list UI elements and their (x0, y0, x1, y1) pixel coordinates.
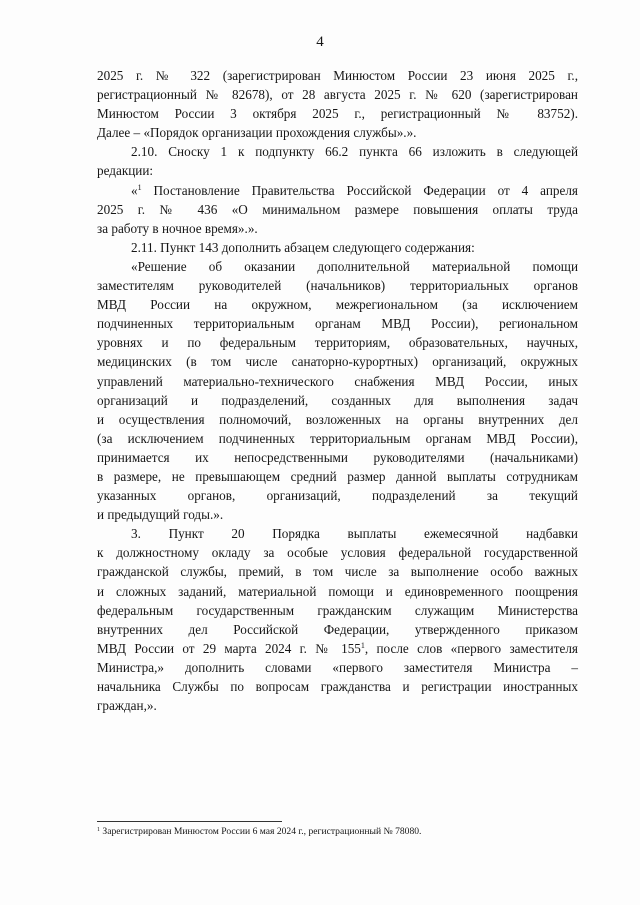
line-text: указанных органов, организаций, подразделений за текущий (97, 488, 578, 504)
text-line (97, 142, 578, 161)
text-line (97, 467, 578, 486)
text-line (97, 696, 578, 715)
text-line (97, 448, 578, 467)
line-text: уровнях и по федеральным территориям, образовательных, научных, (97, 335, 578, 351)
line-text: заместителям руководителей (начальников) территориальных органов (97, 278, 578, 294)
text-line (97, 66, 578, 85)
text-line (97, 257, 578, 276)
line-text: подчиненных территориальным органам МВД России), региональном (97, 316, 578, 332)
line-text: Министра,» дополнить словами «первого заместителя Министра – (97, 659, 578, 675)
text-line (97, 391, 578, 410)
line-text-continued: , после слов «первого заместителя (364, 640, 578, 656)
line-text: принимается их непосредственными руководителями (начальниками) (97, 449, 578, 465)
text-line (97, 429, 578, 448)
line-text: Далее – «Порядок организации прохождения службы».». (97, 125, 417, 141)
line-text: МВД России от 29 марта 2024 г. № 155 (97, 640, 361, 656)
line-text: медицинских (в том числе санаторно-курортных) организаций, окружных (97, 354, 578, 370)
line-text: организаций и подразделений, созданных для выполнения задач (97, 392, 578, 408)
text-line (97, 161, 578, 180)
text-line (97, 524, 578, 543)
text-line (97, 276, 578, 295)
line-text: гражданской службы, премий, в том числе за выполнение особо важных (97, 564, 578, 580)
line-text: редакции: (97, 163, 154, 179)
line-text: МВД России на окружном, межрегиональном (за исключением (97, 297, 578, 313)
line-text: федеральным государственным гражданским служащим Министерства (97, 602, 578, 618)
footnote-reference: 1 (360, 640, 365, 650)
footnote-divider (97, 821, 282, 822)
line-text: начальника Службы по вопросам гражданства и регистрации иностранных (97, 679, 578, 694)
text-line (97, 219, 578, 238)
line-text: Минюстом России 3 октября 2025 г., регистрационный № 83752). (97, 106, 578, 122)
text-line (97, 314, 578, 333)
line-text: в размере, не превышающем средний размер данной выплаты сотрудникам (97, 468, 578, 484)
footnote-marker: 1 (97, 827, 100, 833)
line-text: внутренних дел Российской Федерации, утвержденного приказом (97, 621, 578, 637)
line-text: регистрационный № 82678), от 28 августа 2025 г. № 620 (зарегистрирован (97, 87, 578, 103)
line-text: и осуществления полномочий, возложенных на органы внутренних дел (97, 411, 578, 427)
page-number: 4 (316, 34, 324, 50)
line-text: 2025 г. № 436 «О минимальном размере повышения оплаты труда (97, 201, 578, 217)
text-line (97, 543, 578, 562)
text-line (97, 181, 578, 200)
text-line (97, 677, 578, 696)
line-text: к должностному окладу за особые условия федеральной государственной (97, 545, 578, 561)
text-line (97, 410, 578, 429)
text-line (97, 658, 578, 677)
line-text: (за исключением подчиненных территориальным органам МВД России), (97, 430, 578, 446)
text-line (97, 295, 578, 314)
line-text-continued: Постановление Правительства Российской Федерации от 4 апреля (141, 182, 578, 198)
line-text: « (131, 182, 138, 198)
text-line (97, 123, 578, 142)
text-line (97, 238, 578, 257)
line-text: 2.11. Пункт 143 дополнить абзацем следующего содержания: (131, 239, 475, 255)
line-text: 2.10. Сноску 1 к подпункту 66.2 пункта 66 изложить в следующей (131, 144, 578, 160)
footnote-reference: 1 (137, 182, 142, 192)
text-line (97, 333, 578, 352)
text-line (97, 352, 578, 371)
text-line (97, 505, 578, 524)
line-text: и сложных заданий, материальной помощи и единовременного поощрения (97, 583, 578, 599)
text-line (97, 620, 578, 639)
text-line (97, 562, 578, 581)
line-text: граждан,». (97, 698, 157, 714)
text-line (97, 200, 578, 219)
line-text: за работу в ночное время».». (97, 220, 258, 236)
text-line (97, 372, 578, 391)
text-line (97, 85, 578, 104)
line-text: 3. Пункт 20 Порядка выплаты ежемесячной надбавки (131, 526, 578, 542)
text-line (97, 639, 578, 658)
line-text: «Решение об оказании дополнительной материальной помощи (131, 258, 578, 274)
text-line (97, 104, 578, 123)
document-body (97, 66, 578, 715)
text-line (97, 486, 578, 505)
text-line (97, 601, 578, 620)
line-text: управлений материально-технического снабжения МВД России, иных (97, 373, 578, 389)
footnote (97, 826, 421, 838)
line-text: и предыдущий годы.». (97, 507, 224, 523)
line-text: 2025 г. № 322 (зарегистрирован Минюстом России 23 июня 2025 г., (97, 68, 578, 83)
footnote-text: Зарегистрирован Минюстом России 6 мая 2024 г., регистрационный № 78080. (100, 826, 422, 837)
text-line (97, 582, 578, 601)
